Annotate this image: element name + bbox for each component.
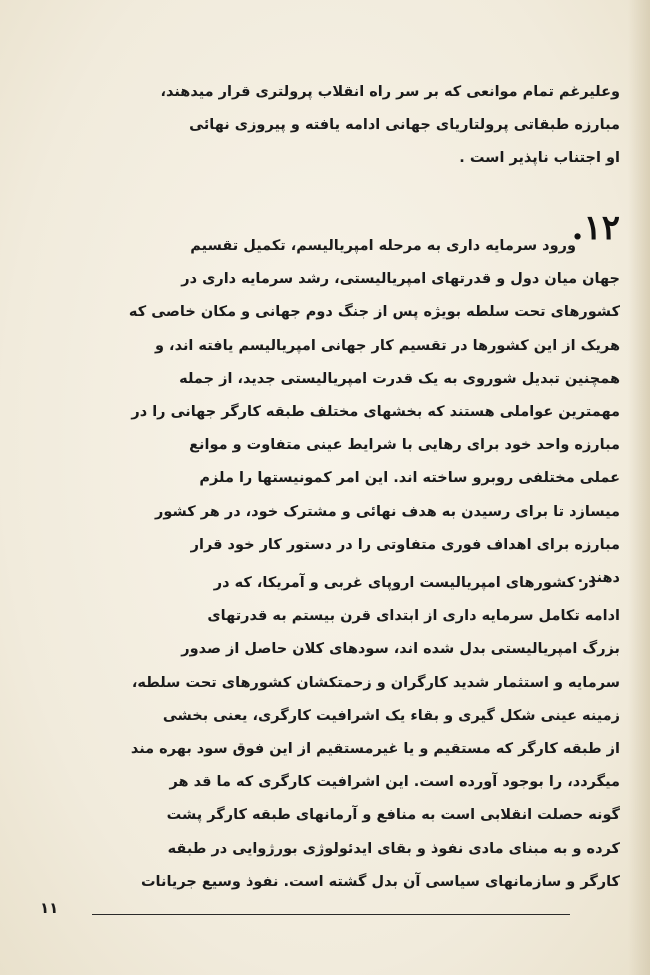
text-line: او اجتناب ناپذیر است . <box>459 150 620 167</box>
text-line: ادامه تکامل سرمایه داری از ابتدای قرن بیستم به قدرتهای <box>207 608 620 625</box>
text-line: میسازد تا برای رسیدن به هدف نهائی و مشترک خود، در هر کشور <box>155 503 620 520</box>
footer-rule <box>92 914 570 915</box>
text-line: مبارزه واحد خود برای رهایی با شرایط عینی متفاوت و موانع <box>189 437 620 454</box>
text-line: سرمایه و استثمار شدید کارگران و زحمتکشان کشورهای تحت سلطه، <box>131 674 620 691</box>
paragraph-1 <box>28 76 620 176</box>
text-line: زمینه عینی شکل گیری و بقاء یک اشرافیت کارگری، یعنی بخشی <box>162 707 620 724</box>
text-line: عملی مختلفی روبرو ساخته اند. این امر کمونیستها را ملزم <box>199 470 620 487</box>
text-line: وعلیرغم تمام موانعی که بر سر راه انقلاب پرولتری قرار میدهند، <box>160 84 620 100</box>
text-line: ورود سرمایه داری به مرحله امپریالیسم، تکمیل تقسیم <box>190 238 576 254</box>
paragraph-2 <box>28 230 620 595</box>
page-number: ۱۱ <box>40 899 59 917</box>
text-line: مهمترین عواملی هستند که بخشهای مختلف طبقه کارگر جهانی را در <box>131 403 620 420</box>
text-line: کرده و به مبنای مادی نفوذ و بقای ایدئولوژی بورژوایی در طبقه <box>167 840 620 857</box>
text-line: مبارزه برای اهداف فوری متفاوتی را در دستور کار خود قرار <box>190 536 620 553</box>
paragraph-3 <box>28 567 620 899</box>
text-line: هریک از این کشورها در تقسیم کار جهانی امپریالیسم یافته اند، و <box>155 337 620 354</box>
text-line: دهند . <box>577 569 620 586</box>
text-line: میگردد، را بوجود آورده است. این اشرافیت کارگری که ما قد هر <box>169 774 620 791</box>
text-line: از طبقه کارگر که مستقیم و یا غیرمستقیم از این فوق سود بهره مند <box>130 740 620 757</box>
text-line: بزرگ امپریالیستی بدل شده اند، سودهای کلان حاصل از صدور <box>181 641 620 658</box>
text-line: کارگر و سازمانهای سیاسی آن بدل گشته است. نفوذ وسیع جریانات <box>140 873 620 890</box>
text-line: در کشورهای امپریالیست اروپای غربی و آمریکا، که در <box>213 575 596 591</box>
text-line: کشورهای تحت سلطه بویژه پس از جنگ دوم جهانی و مکان خاصی که <box>128 304 620 321</box>
section-number: ۱۲. <box>571 208 620 248</box>
text-line: مبارزه طبقاتی پرولتاریای جهانی ادامه یافته و پیروزی نهائی <box>189 117 620 134</box>
text-line: همچنین تبدیل شوروی به یک قدرت امپریالیستی جدید، از جمله <box>179 370 620 387</box>
text-line: گونه حصلت انقلابی است به منافع و آرمانهای طبقه کارگر پشت <box>166 807 620 824</box>
text-line: جهان میان دول و قدرتهای امپریالیستی، رشد سرمایه داری در <box>181 271 620 288</box>
